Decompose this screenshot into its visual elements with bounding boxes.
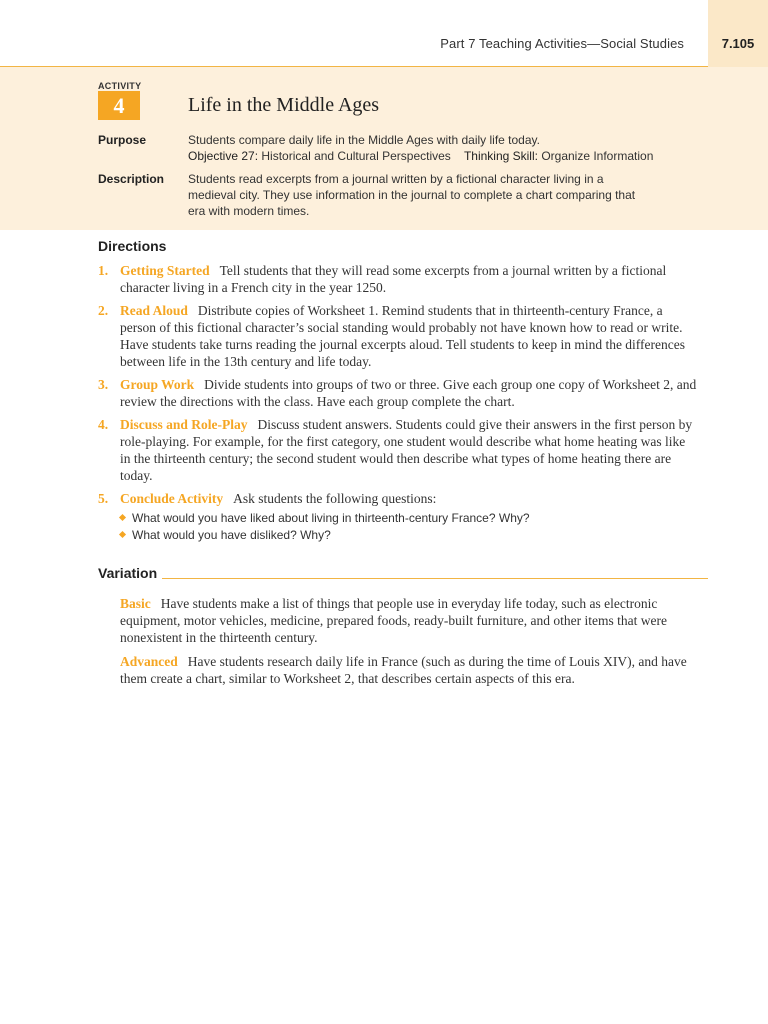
purpose-sentence: Students compare daily life in the Middle Ages with daily life today.	[188, 133, 540, 147]
direction-item	[98, 376, 698, 410]
direction-item	[98, 490, 698, 544]
direction-number: 1.	[98, 263, 109, 278]
question-text: What would you have liked about living in thirteenth-century France? Why?	[132, 511, 530, 525]
page-number: 7.105	[721, 36, 755, 51]
page-number-tab	[708, 0, 768, 67]
direction-text: Distribute copies of Worksheet 1. Remind students that in thirteenth-century France, a person of this fictional character’s social standing would probably not have known how to read or write. Have students take turns reading the journal excerpts aloud. Tell students to keep in mind the differences between life in the 13th century and life today.	[120, 303, 686, 369]
direction-heading: Getting Started	[120, 263, 210, 278]
purpose-label: Purpose	[98, 133, 147, 147]
activity-panel	[0, 67, 768, 230]
variation-basic-label: Basic	[120, 596, 151, 611]
objective-line	[188, 148, 688, 164]
running-header-title: Part 7 Teaching Activities—Social Studies	[440, 36, 684, 51]
direction-item	[98, 302, 698, 370]
direction-text: Divide students into groups of two or three. Give each group one copy of Worksheet 2, and review the directions with the class. Have each group complete the chart.	[120, 377, 697, 409]
direction-number: 3.	[98, 377, 109, 392]
direction-heading: Conclude Activity	[120, 491, 224, 506]
variation-basic	[120, 595, 700, 646]
direction-heading: Read Aloud	[120, 303, 188, 318]
purpose-text	[188, 132, 688, 164]
variation-divider	[162, 578, 708, 579]
description-text: Students read excerpts from a journal written by a fictional character living in a medieval city. They use information in the journal to complete a chart comparing that era with modern times.	[188, 172, 636, 218]
page-header	[0, 0, 768, 67]
question-item	[120, 527, 698, 544]
question-list	[120, 510, 698, 544]
variation-advanced-label: Advanced	[120, 654, 178, 669]
objective-text: Historical and Cultural Perspectives	[261, 149, 451, 163]
variation-heading: Variation	[98, 565, 158, 581]
direction-heading: Group Work	[120, 377, 195, 392]
variation-basic-text: Have students make a list of things that people use in everyday life today, such as electronic equipment, motor vehicles, medicine, prepared foods, ready-built furniture, and other items that were nonexistent in the thirteenth century.	[120, 596, 667, 645]
question-text: What would you have disliked? Why?	[132, 528, 331, 542]
direction-heading: Discuss and Role-Play	[120, 417, 248, 432]
activity-title: Life in the Middle Ages	[188, 94, 380, 116]
diamond-bullet-icon	[119, 514, 126, 521]
thinking-skill-label: Thinking Skill:	[463, 149, 538, 163]
variation-advanced	[120, 653, 700, 687]
description-label: Description	[98, 172, 165, 186]
direction-number: 4.	[98, 417, 109, 432]
objective-label: Objective 27:	[188, 149, 259, 163]
direction-number: 5.	[98, 491, 109, 506]
direction-item	[98, 262, 698, 296]
directions-list	[98, 262, 698, 550]
question-item	[120, 510, 698, 527]
thinking-skill-text: Organize Information	[541, 149, 654, 163]
activity-number-badge: 4	[98, 91, 140, 120]
activity-label: ACTIVITY	[98, 81, 142, 91]
diamond-bullet-icon	[119, 531, 126, 538]
direction-text: Tell students that they will read some excerpts from a journal written by a fictional character living in a French city in the year 1250.	[120, 263, 667, 295]
direction-item	[98, 416, 698, 484]
direction-number: 2.	[98, 303, 109, 318]
directions-heading: Directions	[98, 238, 167, 254]
variation-advanced-text: Have students research daily life in France (such as during the time of Louis XIV), and have them create a chart, similar to Worksheet 2, that describes certain aspects of this era.	[120, 654, 687, 686]
direction-text: Discuss student answers. Students could give their answers in the first person by role-playing. For example, for the first category, one student would describe what home heating was like in the thirteenth century; the second student would then describe what types of home heating there are today.	[120, 417, 693, 483]
direction-text: Ask students the following questions:	[233, 491, 437, 506]
